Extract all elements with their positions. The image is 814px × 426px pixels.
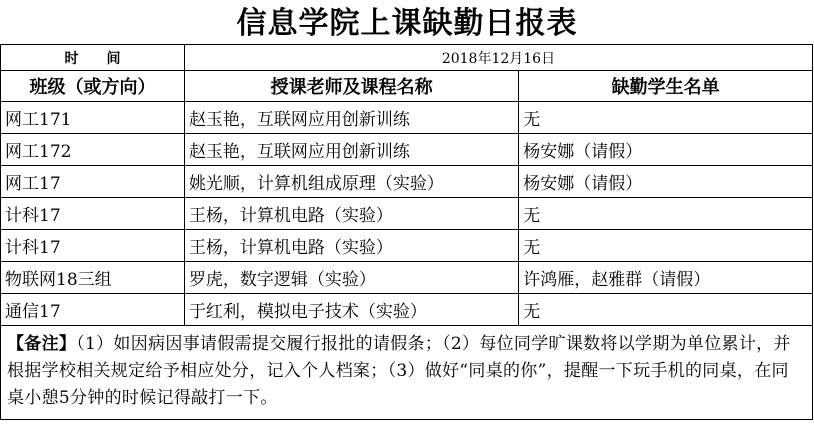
teacher-course-cell: 王杨，计算机电路（实验） bbox=[184, 230, 518, 262]
teacher-course-cell: 姚光顺，计算机组成原理（实验） bbox=[184, 166, 518, 198]
absent-cell: 无 bbox=[519, 102, 813, 134]
note-cell bbox=[1, 326, 813, 420]
time-row bbox=[1, 45, 813, 71]
class-cell: 物联网18三组 bbox=[1, 262, 185, 294]
class-cell: 计科17 bbox=[1, 198, 185, 230]
header-class: 班级（或方向） bbox=[1, 71, 185, 102]
teacher-course-cell: 罗虎，数字逻辑（实验） bbox=[184, 262, 518, 294]
teacher-course-cell: 赵玉艳，互联网应用创新训练 bbox=[184, 102, 518, 134]
absent-cell: 无 bbox=[519, 198, 813, 230]
absent-cell: 无 bbox=[519, 230, 813, 262]
table-row bbox=[1, 230, 813, 262]
class-cell: 计科17 bbox=[1, 230, 185, 262]
header-teacher-course: 授课老师及课程名称 bbox=[184, 71, 518, 102]
header-row bbox=[1, 71, 813, 102]
absent-cell: 无 bbox=[519, 294, 813, 326]
table-row bbox=[1, 262, 813, 294]
class-cell: 网工17 bbox=[1, 166, 185, 198]
table-row bbox=[1, 134, 813, 166]
table-row bbox=[1, 102, 813, 134]
note-label: 【备注】 bbox=[7, 334, 77, 354]
table-row bbox=[1, 166, 813, 198]
class-cell: 网工171 bbox=[1, 102, 185, 134]
table-row bbox=[1, 198, 813, 230]
attendance-table bbox=[0, 44, 813, 420]
time-label: 时 间 bbox=[1, 45, 185, 71]
report-date: 2018年12月16日 bbox=[184, 45, 812, 71]
note-row bbox=[1, 326, 813, 420]
absent-cell: 许鸿雁，赵雅群（请假） bbox=[519, 262, 813, 294]
teacher-course-cell: 赵玉艳，互联网应用创新训练 bbox=[184, 134, 518, 166]
absent-cell: 杨安娜（请假） bbox=[519, 134, 813, 166]
teacher-course-cell: 王杨，计算机电路（实验） bbox=[184, 198, 518, 230]
header-absent-students: 缺勤学生名单 bbox=[519, 71, 813, 102]
absent-cell: 杨安娜（请假） bbox=[519, 166, 813, 198]
note-text: （1）如因病因事请假需提交履行报批的请假条；（2）每位同学旷课数将以学期为单位累计，并根据学校相关规定给予相应处分，记入个人档案；（3）做好“同桌的你”，提醒一下玩手机的同桌，在同桌小憩5分钟的时候记得敲打一下。 bbox=[7, 334, 791, 408]
class-cell: 通信17 bbox=[1, 294, 185, 326]
teacher-course-cell: 于红利，模拟电子技术（实验） bbox=[184, 294, 518, 326]
report-title: 信息学院上课缺勤日报表 bbox=[236, 6, 578, 41]
table-row bbox=[1, 294, 813, 326]
class-cell: 网工172 bbox=[1, 134, 185, 166]
